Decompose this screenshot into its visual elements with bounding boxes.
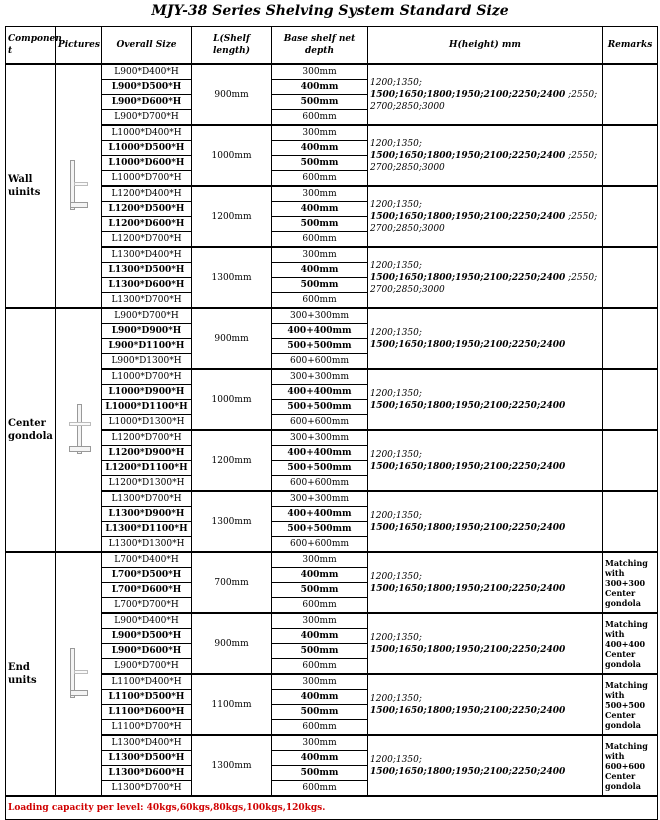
overall-size-cell: L1000*D600*H bbox=[102, 156, 192, 171]
footer-row bbox=[6, 796, 658, 820]
shelf-depth-cell: 600+600mm bbox=[272, 537, 368, 553]
shelf-depth-cell: 500+500mm bbox=[272, 339, 368, 354]
shelf-length-cell: 1000mm bbox=[192, 369, 272, 430]
shelf-length-cell: 1000mm bbox=[192, 125, 272, 186]
height-options-cell: 1200;1350; 1500;1650;1800;1950;2100;2250;2400 bbox=[368, 369, 603, 430]
shelf-depth-cell: 300mm bbox=[272, 247, 368, 263]
shelf-depth-cell: 500+500mm bbox=[272, 522, 368, 537]
table-row bbox=[6, 125, 658, 141]
overall-size-cell: L700*D500*H bbox=[102, 568, 192, 583]
page-title: MJY-38 Series Shelving System Standard Size bbox=[151, 3, 509, 19]
table-row bbox=[6, 308, 658, 324]
overall-size-cell: L1000*D700*H bbox=[102, 369, 192, 385]
component-picture bbox=[56, 552, 102, 796]
overall-size-cell: L1100*D400*H bbox=[102, 674, 192, 690]
shelf-depth-cell: 600mm bbox=[272, 293, 368, 309]
overall-size-cell: L1200*D400*H bbox=[102, 186, 192, 202]
component-name: End units bbox=[6, 552, 56, 796]
shelf-depth-cell: 400+400mm bbox=[272, 446, 368, 461]
shelf-depth-cell: 500mm bbox=[272, 644, 368, 659]
overall-size-cell: L1000*D1300*H bbox=[102, 415, 192, 431]
shelf-depth-cell: 500mm bbox=[272, 766, 368, 781]
overall-size-cell: L1300*D500*H bbox=[102, 751, 192, 766]
height-options-cell: 1200;1350; 1500;1650;1800;1950;2100;2250;2400 bbox=[368, 552, 603, 613]
size-table bbox=[5, 26, 658, 820]
overall-size-cell: L1100*D500*H bbox=[102, 690, 192, 705]
center-gondola-icon bbox=[68, 404, 90, 452]
overall-size-cell: L1000*D500*H bbox=[102, 141, 192, 156]
remarks-cell: Matching with 600+600 Center gondola bbox=[603, 735, 658, 796]
overall-size-cell: L1100*D600*H bbox=[102, 705, 192, 720]
overall-size-cell: L1300*D400*H bbox=[102, 247, 192, 263]
shelf-depth-cell: 500mm bbox=[272, 156, 368, 171]
height-options-cell: 1200;1350; 1500;1650;1800;1950;2100;2250;2400 bbox=[368, 430, 603, 491]
overall-size-cell: L1300*D700*H bbox=[102, 491, 192, 507]
shelf-depth-cell: 500mm bbox=[272, 95, 368, 110]
overall-size-cell: L1000*D1100*H bbox=[102, 400, 192, 415]
shelf-depth-cell: 400mm bbox=[272, 80, 368, 95]
shelf-depth-cell: 400mm bbox=[272, 629, 368, 644]
shelf-length-cell: 900mm bbox=[192, 613, 272, 674]
height-options-cell: 1200;1350; 1500;1650;1800;1950;2100;2250;2400 ;2550; 2700;2850;3000 bbox=[368, 64, 603, 125]
overall-size-cell: L900*D700*H bbox=[102, 659, 192, 675]
shelf-depth-cell: 600+600mm bbox=[272, 476, 368, 492]
remarks-cell bbox=[603, 308, 658, 369]
shelf-depth-cell: 500mm bbox=[272, 278, 368, 293]
shelf-depth-cell: 300mm bbox=[272, 735, 368, 751]
table-row bbox=[6, 491, 658, 507]
shelf-length-cell: 900mm bbox=[192, 308, 272, 369]
overall-size-cell: L700*D400*H bbox=[102, 552, 192, 568]
table-row bbox=[6, 247, 658, 263]
shelf-length-cell: 900mm bbox=[192, 64, 272, 125]
shelf-depth-cell: 600mm bbox=[272, 598, 368, 614]
overall-size-cell: L1200*D1300*H bbox=[102, 476, 192, 492]
overall-size-cell: L900*D900*H bbox=[102, 324, 192, 339]
overall-size-cell: L900*D400*H bbox=[102, 64, 192, 80]
shelf-depth-cell: 400mm bbox=[272, 690, 368, 705]
overall-size-cell: L900*D600*H bbox=[102, 644, 192, 659]
shelf-depth-cell: 300mm bbox=[272, 125, 368, 141]
height-options-cell: 1200;1350; 1500;1650;1800;1950;2100;2250;2400 bbox=[368, 735, 603, 796]
table-row bbox=[6, 369, 658, 385]
overall-size-cell: L1000*D900*H bbox=[102, 385, 192, 400]
shelf-depth-cell: 600mm bbox=[272, 659, 368, 675]
header-component: Componen t bbox=[6, 27, 56, 65]
overall-size-cell: L1300*D1100*H bbox=[102, 522, 192, 537]
overall-size-cell: L1200*D900*H bbox=[102, 446, 192, 461]
shelf-length-cell: 1300mm bbox=[192, 247, 272, 308]
height-options-cell: 1200;1350; 1500;1650;1800;1950;2100;2250;2400 ;2550; 2700;2850;3000 bbox=[368, 125, 603, 186]
shelf-depth-cell: 400mm bbox=[272, 141, 368, 156]
header-height: H(height) mm bbox=[368, 27, 603, 65]
overall-size-cell: L1200*D500*H bbox=[102, 202, 192, 217]
shelf-depth-cell: 300+300mm bbox=[272, 491, 368, 507]
end-unit-icon bbox=[68, 648, 90, 696]
table-row bbox=[6, 552, 658, 568]
shelf-depth-cell: 300+300mm bbox=[272, 369, 368, 385]
header-shelf-length: L(Shelf length) bbox=[192, 27, 272, 65]
shelf-depth-cell: 400mm bbox=[272, 568, 368, 583]
shelf-depth-cell: 600mm bbox=[272, 171, 368, 187]
shelf-depth-cell: 300+300mm bbox=[272, 430, 368, 446]
shelf-depth-cell: 400mm bbox=[272, 202, 368, 217]
overall-size-cell: L1100*D700*H bbox=[102, 720, 192, 736]
header-row bbox=[6, 27, 658, 65]
overall-size-cell: L1200*D1100*H bbox=[102, 461, 192, 476]
overall-size-cell: L1300*D500*H bbox=[102, 263, 192, 278]
overall-size-cell: L700*D600*H bbox=[102, 583, 192, 598]
table-row bbox=[6, 186, 658, 202]
shelf-depth-cell: 300+300mm bbox=[272, 308, 368, 324]
height-options-cell: 1200;1350; 1500;1650;1800;1950;2100;2250;2400 bbox=[368, 674, 603, 735]
component-name: Wall uinits bbox=[6, 64, 56, 308]
remarks-cell bbox=[603, 64, 658, 125]
height-options-cell: 1200;1350; 1500;1650;1800;1950;2100;2250;2400 ;2550; 2700;2850;3000 bbox=[368, 186, 603, 247]
shelf-length-cell: 1200mm bbox=[192, 186, 272, 247]
component-picture bbox=[56, 64, 102, 308]
remarks-cell: Matching with 400+400 Center gondola bbox=[603, 613, 658, 674]
remarks-cell bbox=[603, 430, 658, 491]
header-remarks: Remarks bbox=[603, 27, 658, 65]
shelf-depth-cell: 400mm bbox=[272, 263, 368, 278]
overall-size-cell: L1000*D400*H bbox=[102, 125, 192, 141]
table-row bbox=[6, 430, 658, 446]
overall-size-cell: L1200*D600*H bbox=[102, 217, 192, 232]
shelf-depth-cell: 600+600mm bbox=[272, 354, 368, 370]
shelf-depth-cell: 600+600mm bbox=[272, 415, 368, 431]
overall-size-cell: L1300*D600*H bbox=[102, 278, 192, 293]
component-name: Center gondola bbox=[6, 308, 56, 552]
shelf-depth-cell: 300mm bbox=[272, 613, 368, 629]
header-pictures: Pictures bbox=[56, 27, 102, 65]
overall-size-cell: L900*D500*H bbox=[102, 80, 192, 95]
shelf-length-cell: 1300mm bbox=[192, 491, 272, 552]
shelf-depth-cell: 500mm bbox=[272, 217, 368, 232]
overall-size-cell: L900*D700*H bbox=[102, 110, 192, 126]
table-row bbox=[6, 735, 658, 751]
shelf-depth-cell: 600mm bbox=[272, 232, 368, 248]
component-picture bbox=[56, 308, 102, 552]
overall-size-cell: L1300*D1300*H bbox=[102, 537, 192, 553]
remarks-cell bbox=[603, 186, 658, 247]
shelf-depth-cell: 400+400mm bbox=[272, 507, 368, 522]
shelf-length-cell: 700mm bbox=[192, 552, 272, 613]
overall-size-cell: L900*D1300*H bbox=[102, 354, 192, 370]
loading-capacity-note: Loading capacity per level: 40kgs,60kgs,80kgs,100kgs,120kgs. bbox=[6, 796, 658, 820]
header-shelf-depth: Base shelf net depth bbox=[272, 27, 368, 65]
shelf-depth-cell: 300mm bbox=[272, 186, 368, 202]
table-row bbox=[6, 64, 658, 80]
wall-unit-icon bbox=[68, 160, 90, 208]
overall-size-cell: L900*D500*H bbox=[102, 629, 192, 644]
remarks-cell: Matching with 300+300 Center gondola bbox=[603, 552, 658, 613]
overall-size-cell: L900*D400*H bbox=[102, 613, 192, 629]
shelf-length-cell: 1200mm bbox=[192, 430, 272, 491]
shelf-depth-cell: 600mm bbox=[272, 781, 368, 797]
overall-size-cell: L900*D600*H bbox=[102, 95, 192, 110]
overall-size-cell: L1300*D700*H bbox=[102, 781, 192, 797]
shelf-depth-cell: 300mm bbox=[272, 674, 368, 690]
overall-size-cell: L1200*D700*H bbox=[102, 232, 192, 248]
shelf-depth-cell: 600mm bbox=[272, 720, 368, 736]
remarks-cell bbox=[603, 369, 658, 430]
shelf-length-cell: 1100mm bbox=[192, 674, 272, 735]
overall-size-cell: L1300*D600*H bbox=[102, 766, 192, 781]
shelf-depth-cell: 600mm bbox=[272, 110, 368, 126]
table-row bbox=[6, 613, 658, 629]
overall-size-cell: L1300*D700*H bbox=[102, 293, 192, 309]
overall-size-cell: L900*D700*H bbox=[102, 308, 192, 324]
remarks-cell bbox=[603, 247, 658, 308]
shelf-depth-cell: 500+500mm bbox=[272, 461, 368, 476]
overall-size-cell: L1300*D900*H bbox=[102, 507, 192, 522]
height-options-cell: 1200;1350; 1500;1650;1800;1950;2100;2250;2400 ;2550; 2700;2850;3000 bbox=[368, 247, 603, 308]
shelf-depth-cell: 500+500mm bbox=[272, 400, 368, 415]
overall-size-cell: L700*D700*H bbox=[102, 598, 192, 614]
overall-size-cell: L1000*D700*H bbox=[102, 171, 192, 187]
overall-size-cell: L1300*D400*H bbox=[102, 735, 192, 751]
table-row bbox=[6, 674, 658, 690]
height-options-cell: 1200;1350; 1500;1650;1800;1950;2100;2250;2400 bbox=[368, 491, 603, 552]
remarks-cell: Matching with 500+500 Center gondola bbox=[603, 674, 658, 735]
shelf-depth-cell: 300mm bbox=[272, 552, 368, 568]
overall-size-cell: L900*D1100*H bbox=[102, 339, 192, 354]
height-options-cell: 1200;1350; 1500;1650;1800;1950;2100;2250;2400 bbox=[368, 613, 603, 674]
header-overall-size: Overall Size bbox=[102, 27, 192, 65]
shelf-depth-cell: 300mm bbox=[272, 64, 368, 80]
overall-size-cell: L1200*D700*H bbox=[102, 430, 192, 446]
remarks-cell bbox=[603, 491, 658, 552]
shelf-depth-cell: 400+400mm bbox=[272, 324, 368, 339]
shelf-length-cell: 1300mm bbox=[192, 735, 272, 796]
shelf-depth-cell: 400mm bbox=[272, 751, 368, 766]
height-options-cell: 1200;1350; 1500;1650;1800;1950;2100;2250;2400 bbox=[368, 308, 603, 369]
shelf-depth-cell: 500mm bbox=[272, 705, 368, 720]
shelf-depth-cell: 400+400mm bbox=[272, 385, 368, 400]
shelf-depth-cell: 500mm bbox=[272, 583, 368, 598]
remarks-cell bbox=[603, 125, 658, 186]
